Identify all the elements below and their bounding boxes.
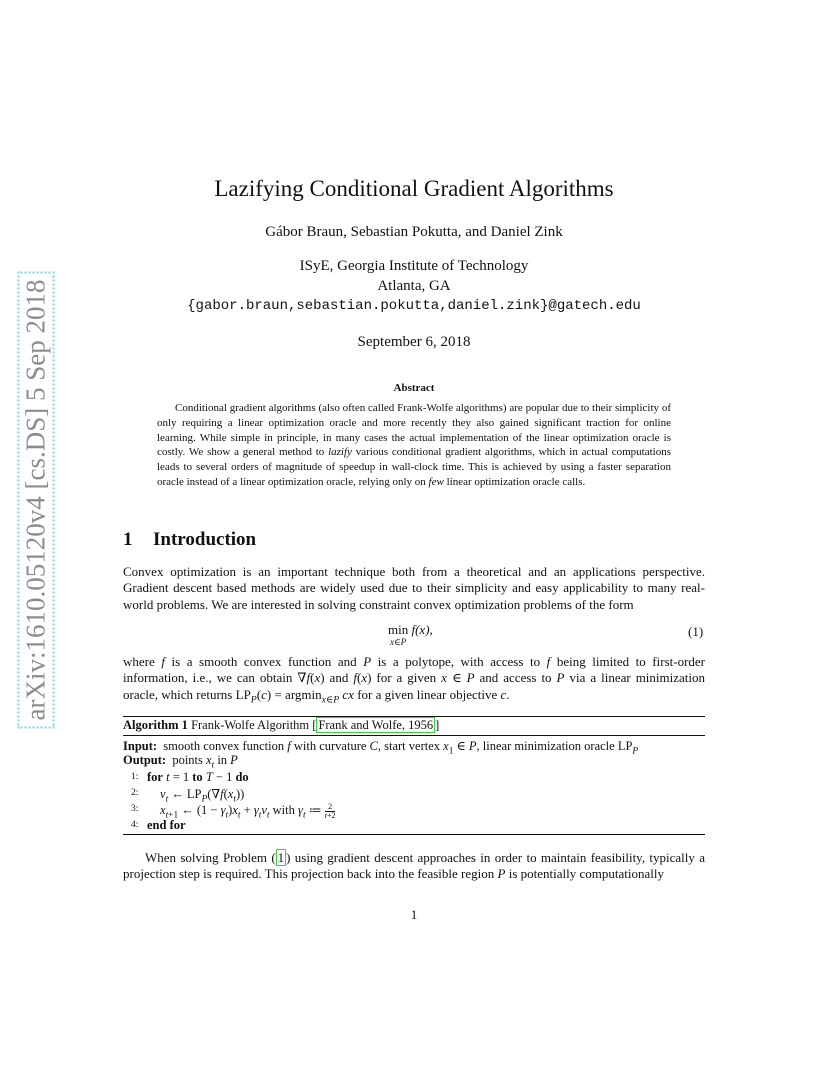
algorithm-line-3: 3: $x_{t+1}$ ← $(1 - \gamma_t)x_t + \gamma_tv_t$ with $\gamma_t$ ≔ $\frac{2}{t+2}$: [131, 801, 336, 821]
intro-paragraph-3: When solving Problem ( 1 ) using gradient descent approaches in order to maintain feasibility, typically a projection step is required. This projection back into the feasible region P is potentially computationally: [123, 850, 705, 882]
paper-title: Lazifying Conditional Gradient Algorithms: [214, 176, 614, 201]
equation-1: min f(x),: [388, 622, 433, 637]
abstract-text: Conditional gradient algorithms (also often called Frank-Wolfe algorithms) are popular due to their simplicity of only requiring a linear optimization oracle and more recently they also gained significant traction for online learning. While simple in principle, in many cases the actual implementation of the linear optimization oracle is costly. We show a general method to lazify various conditional gradient algorithms, which in actual computations leads to several orders of magnitude of speedup in wall-clock time. This is achieved by using a faster separation oracle instead of a linear optimization oracle, relying only on few linear optimization oracle calls.: [157, 402, 671, 488]
page-number: 1: [410, 907, 418, 922]
algorithm-output: Output: points $x_t$ in P: [123, 753, 238, 771]
email: {gabor.braun,sebastian.pokutta,daniel.zink}@gatech.edu: [187, 298, 641, 314]
algorithm-caption: Algorithm 1 Frank-Wolfe Algorithm [ Frank and Wolfe, 1956 ]: [123, 718, 440, 732]
affiliation: [0, 256, 828, 316]
location: Atlanta, GA: [377, 278, 451, 294]
date: September 6, 2018: [357, 334, 471, 350]
algorithm-header-rule: [123, 735, 705, 736]
authors: Gábor Braun, Sebastian Pokutta, and Daniel Zink: [265, 224, 563, 240]
abstract-heading: Abstract: [393, 382, 435, 394]
institution: ISyE, Georgia Institute of Technology: [299, 258, 529, 274]
algorithm-line-2: 2: $v_t$ ← $LP_P(\nabla f(x_t))$: [131, 787, 245, 805]
intro-paragraph-2: where f is a smooth convex function and P is a polytope, with access to f being limited to first-order information, i.e., we can obtain ∇f(x) and f(x) for a given x ∈ P and access to P via a linear minimization oracle, which returns $LP_P(c) = argmin_{x\in P}$ cx for a given linear objective c.: [123, 654, 706, 706]
equation-number: (1): [688, 624, 704, 639]
arxiv-identifier: arXiv:1610.05120v4 [cs.DS] 5 Sep 2018: [18, 272, 55, 729]
algorithm-input: Input: smooth convex function f with curvature C, start vertex $x_1$ ∈ P, linear minimization oracle $LP_P$: [123, 739, 639, 757]
algorithm-line-4: 4: end for: [131, 818, 186, 832]
algorithm-bottom-rule: [123, 834, 705, 835]
equation-reference-link[interactable]: 1: [277, 850, 285, 865]
equation-1-subscript: x∈P: [390, 637, 407, 647]
section-title: Introduction: [153, 529, 257, 550]
algorithm-line-1: 1: for t = 1 to T − 1 do: [131, 770, 249, 784]
section-number: 1: [123, 529, 133, 550]
citation-link[interactable]: Frank and Wolfe, 1956: [318, 718, 434, 732]
intro-paragraph-1: Convex optimization is an important technique both from a theoretical and an applications perspective. Gradient descent based methods are widely used due to their simplicity and easy applicability to many real-world problems. We are interested in solving constraint convex optimization problems of the form: [123, 564, 705, 612]
